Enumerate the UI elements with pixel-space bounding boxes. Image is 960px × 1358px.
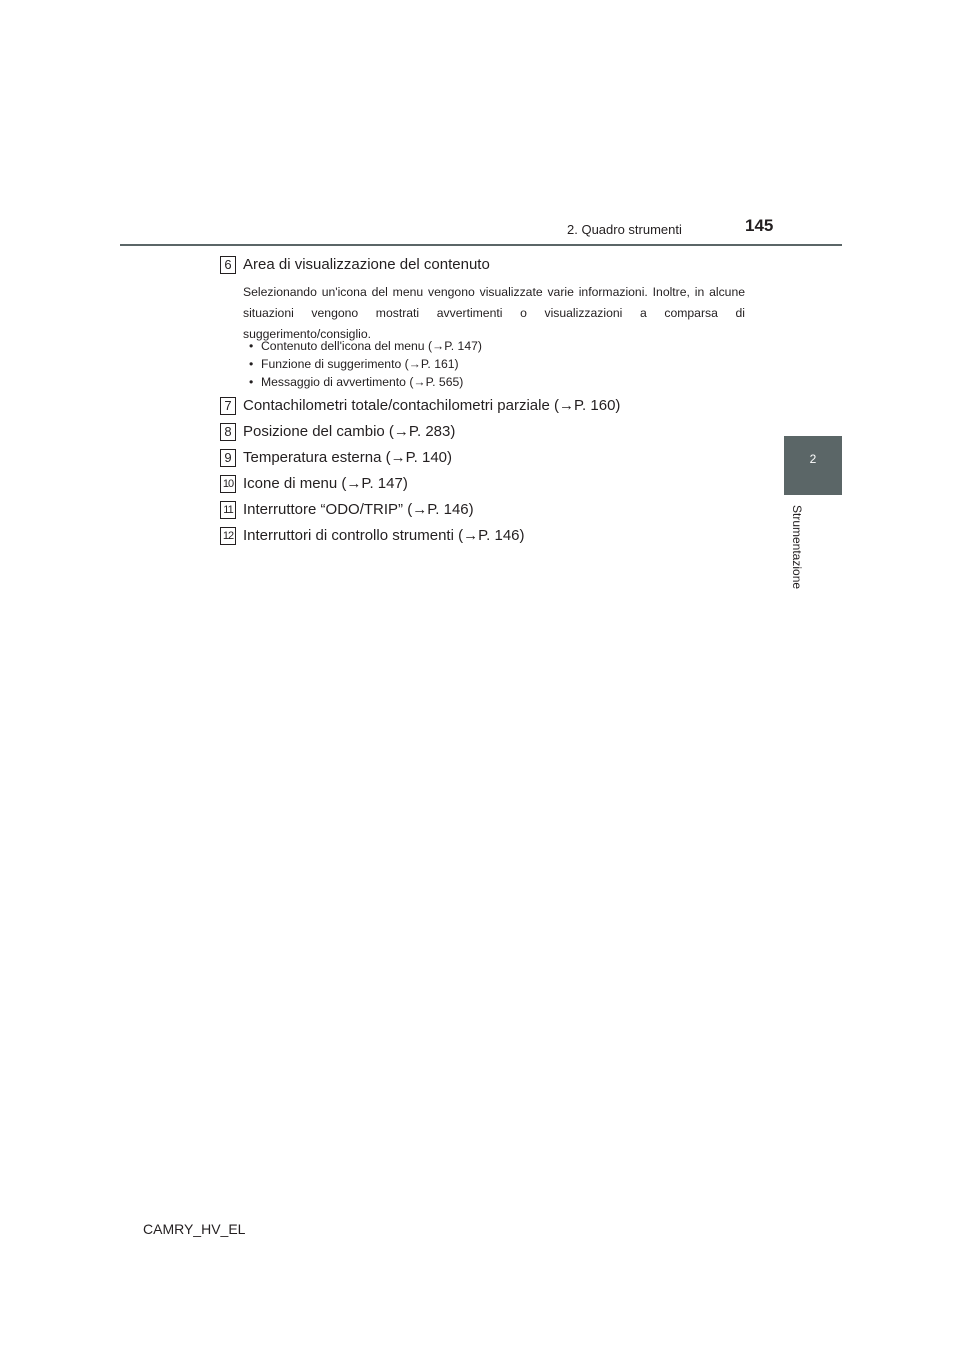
item-heading-6: Area di visualizzazione del contenuto <box>243 256 490 273</box>
item-heading-9: Temperatura esterna (→P. 140) <box>243 449 452 466</box>
item-number-9: 9 <box>220 449 236 467</box>
item-number-10: 10 <box>220 475 236 493</box>
item-number-12: 12 <box>220 527 236 545</box>
item-heading-7: Contachilometri totale/contachilometri parziale (→P. 160) <box>243 397 621 414</box>
item-number-11: 11 <box>220 501 236 519</box>
chapter-title: 2. Quadro strumenti <box>567 222 682 237</box>
item-heading-8: Posizione del cambio (→P. 283) <box>243 423 456 440</box>
item-description: Selezionando un'icona del menu vengono visualizzate varie informazioni. Inoltre, in alcune situazioni vengono mostrati avvertimenti o visualizzazioni a comparsa di suggerimento/consiglio. <box>243 285 745 341</box>
bullet-item: • Messaggio di avvertimento (→P. 565) <box>249 375 464 389</box>
item-heading-10: Icone di menu (→P. 147) <box>243 475 408 492</box>
chapter-side-label: Strumentazione <box>790 505 804 590</box>
header-divider <box>120 244 842 246</box>
bullet-item: • Funzione di suggerimento (→P. 161) <box>249 357 459 371</box>
item-number-6: 6 <box>220 256 236 274</box>
document-code: CAMRY_HV_EL <box>143 1221 246 1237</box>
item-heading-11: Interruttore “ODO/TRIP” (→P. 146) <box>243 501 474 518</box>
item-number-8: 8 <box>220 423 236 441</box>
item-number-7: 7 <box>220 397 236 415</box>
chapter-side-tab-number: 2 <box>809 452 817 466</box>
page-number: 145 <box>745 216 774 235</box>
item-heading-12: Interruttori di controllo strumenti (→P. 146) <box>243 527 525 544</box>
bullet-item: • Contenuto dell'icona del menu (→P. 147) <box>249 339 482 353</box>
